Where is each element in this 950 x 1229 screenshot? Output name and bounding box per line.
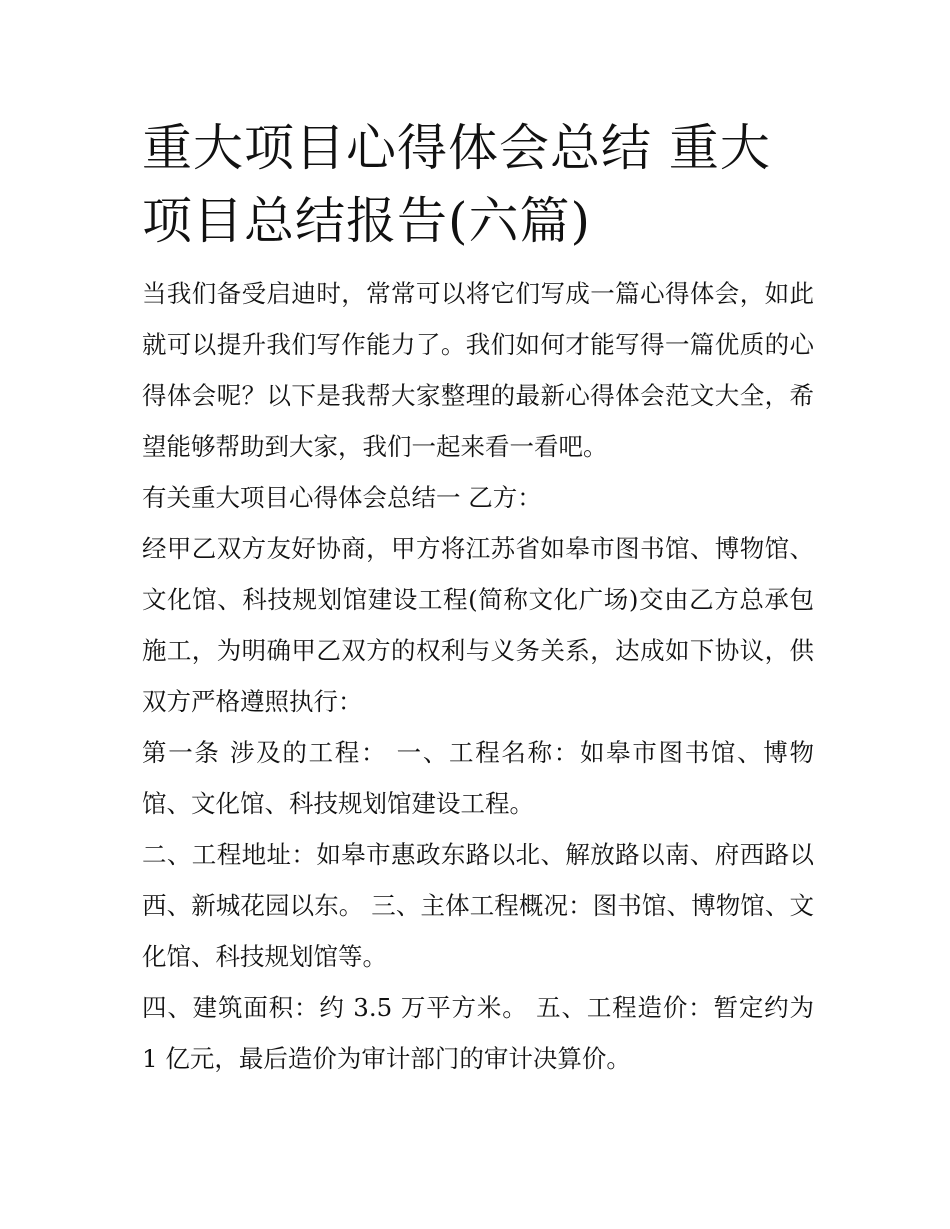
article-one-paragraph: 第一条 涉及的工程： 一、工程名称：如皋市图书馆、博物馆、文化馆、科技规划馆建设工程。 <box>142 738 814 818</box>
section-heading: 有关重大项目心得体会总结一 乙方： <box>142 483 542 512</box>
agreement-paragraph: 经甲乙双方友好协商，甲方将江苏省如皋市图书馆、博物馆、文化馆、科技规划馆建设工程(简称文化广场)交由乙方总承包施工，为明确甲乙双方的权利与义务关系，达成如下协议，供双方严格遵照执行： <box>142 534 814 716</box>
document-title: 重大项目心得体会总结 重大项目总结报告(六篇) <box>142 119 771 250</box>
project-address-paragraph: 二、工程地址：如皋市惠政东路以北、解放路以南、府西路以西、新城花园以东。 三、主体工程概况：图书馆、博物馆、文化馆、科技规划馆等。 <box>142 840 814 971</box>
project-area-cost-paragraph: 四、建筑面积：约 3.5 万平方米。 五、工程造价：暂定约为 1 亿元，最后造价为审计部门的审计决算价。 <box>142 993 814 1073</box>
document-page <box>142 112 814 1084</box>
intro-paragraph: 当我们备受启迪时，常常可以将它们写成一篇心得体会，如此就可以提升我们写作能力了。我们如何才能写得一篇优质的心得体会呢？以下是我帮大家整理的最新心得体会范文大全，希望能够帮助到大家，我们一起来看一看吧。 <box>142 279 814 461</box>
